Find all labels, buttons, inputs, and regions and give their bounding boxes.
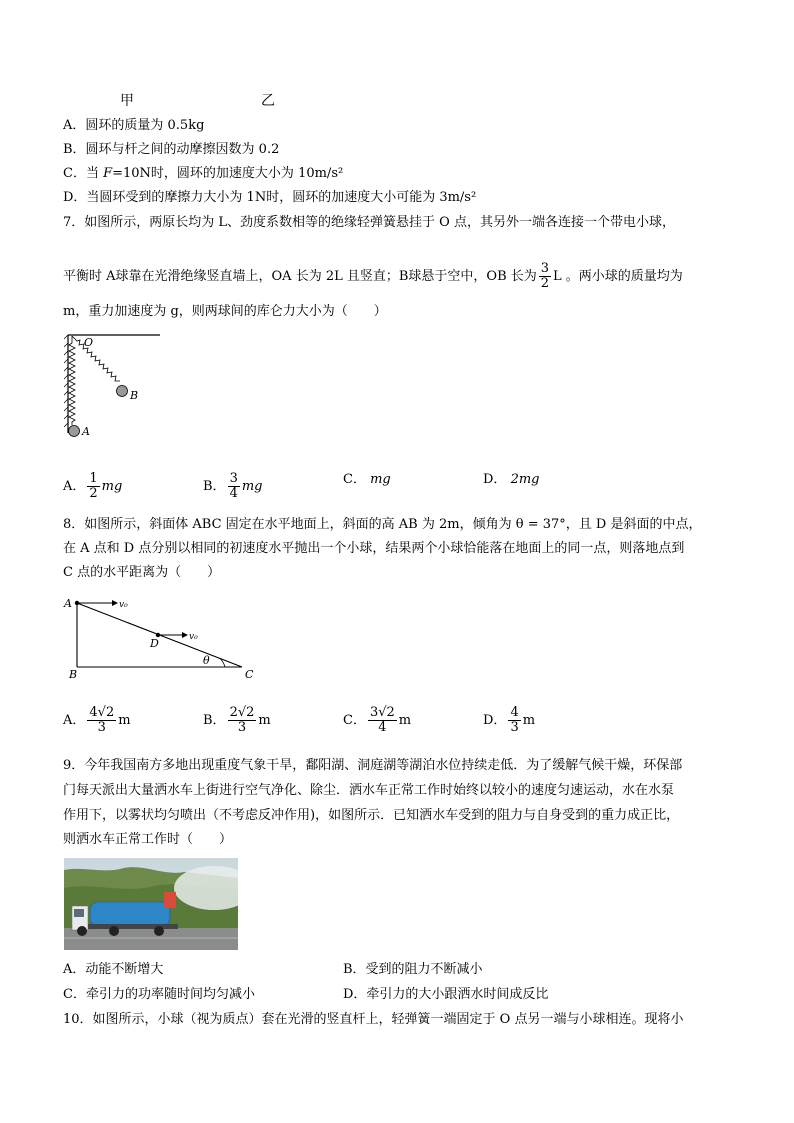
q7-stem-line3: m，重力加速度为 g，则两球间的库仑力大小为（ ） <box>63 304 387 319</box>
ball-a <box>69 426 80 437</box>
label-theta: θ <box>203 654 210 667</box>
q7-stem-line1: 7．如图所示，两原长均为 L、劲度系数相等的绝缘轻弹簧悬挂于 O 点，其另外一端各连接一个带电小球， <box>63 215 675 230</box>
label-b: B <box>69 668 78 681</box>
q7-option-a: A． $\frac{1}{2}$ mg <box>63 471 123 501</box>
label-v0-d: v₀ <box>189 632 198 642</box>
q8-incline-figure <box>62 592 262 682</box>
arrow-head-d <box>182 632 188 638</box>
q9-stem-line2: 门每天派出大量洒水车上街进行空气净化、除尘．洒水车正常工作时始终以较小的速度匀速运动，水在水泵 <box>63 783 675 798</box>
label-v0-a: v₀ <box>119 600 128 610</box>
q9-option-c: C．牵引力的功率随时间均匀减小 <box>63 987 255 1002</box>
q9-option-b: B．受到的阻力不断减小 <box>343 962 483 977</box>
q9-stem-line3: 作用下，以雾状均匀喷出（不考虑反冲作用)，如图所示．已知洒水车受到的阻力与自身受到的重力成正比， <box>63 808 680 823</box>
q9-option-d: D．牵引力的大小跟洒水时间成反比 <box>343 987 549 1002</box>
q6-option-c: C．当 F=10N时，圆环的加速度大小为 10m/s² <box>63 166 344 181</box>
figure-label-yi: 乙 <box>261 93 275 109</box>
point-a <box>75 601 79 605</box>
label-d: D <box>150 637 159 650</box>
spring-ob <box>72 336 120 381</box>
label-a: A <box>64 597 72 610</box>
q6-option-a: A．圆环的质量为 0.5kg <box>63 118 205 133</box>
q8-option-a: A． $\frac{4√2}{3}$ m <box>63 705 131 735</box>
figure-label-jia: 甲 <box>120 93 134 109</box>
q7-option-b: B． $\frac{3}{4}$ mg <box>203 471 263 501</box>
q7-stem-line2: 平衡时 A球靠在光滑绝缘竖直墙上，OA 长为 2L 且竖直；B球悬于空中，OB 长为 $\frac{3}{2}$ L 。两小球的质量均为 <box>63 261 683 291</box>
q8-stem-line3: C 点的水平距离为（ ） <box>63 565 221 580</box>
spring-oa <box>69 336 75 425</box>
q8-option-c: C． $\frac{3√2}{4}$ m <box>343 705 412 735</box>
q7-option-c: C． mg <box>343 472 391 487</box>
q10-stem-line1: 10．如图所示，小球（视为质点）套在光滑的竖直杆上，轻弹簧一端固定于 O 点另一端与小球相连。现将小 <box>63 1012 684 1027</box>
q8-option-d: D． $\frac{4}{3}$ m <box>483 705 536 735</box>
q6-option-b: B．圆环与杆之间的动摩擦因数为 0.2 <box>63 142 280 157</box>
arrow-head-a <box>112 600 118 606</box>
water-tank <box>90 902 170 926</box>
q9-stem-line1: 9．今年我国南方多地出现重度气象干旱，鄱阳湖、洞庭湖等湖泊水位持续走低．为了缓解气候干燥，环保部 <box>63 758 683 773</box>
q8-stem-line1: 8．如图所示，斜面体 ABC 固定在水平地面上，斜面的高 AB 为 2m，倾角为 θ = 37°，且 D 是斜面的中点， <box>63 517 702 532</box>
q8-stem-line2: 在 A 点和 D 点分别以相同的初速度水平抛出一个小球，结果两个小球恰能落在地面上的同一点，则落地点到 <box>63 541 685 556</box>
ball-b <box>117 386 128 397</box>
label-o: O <box>84 336 94 349</box>
road <box>64 928 238 950</box>
q7-option-d: D． 2mg <box>483 472 540 487</box>
q9-stem-line4: 则洒水车正常工作时（ ） <box>63 832 233 847</box>
label-b: B <box>130 389 139 402</box>
q9-option-a: A．动能不断增大 <box>63 962 164 977</box>
label-c: C <box>245 668 254 681</box>
q8-option-b: B． $\frac{2√2}{3}$ m <box>203 705 271 735</box>
q9-sprinkler-truck-photo <box>64 858 238 950</box>
q7-spring-figure <box>62 333 162 443</box>
label-a: A <box>82 425 90 438</box>
q6-option-d: D．当圆环受到的摩擦力大小为 1N时，圆环的加速度大小可能为 3m/s² <box>63 190 477 205</box>
spray-cannon <box>164 892 176 908</box>
